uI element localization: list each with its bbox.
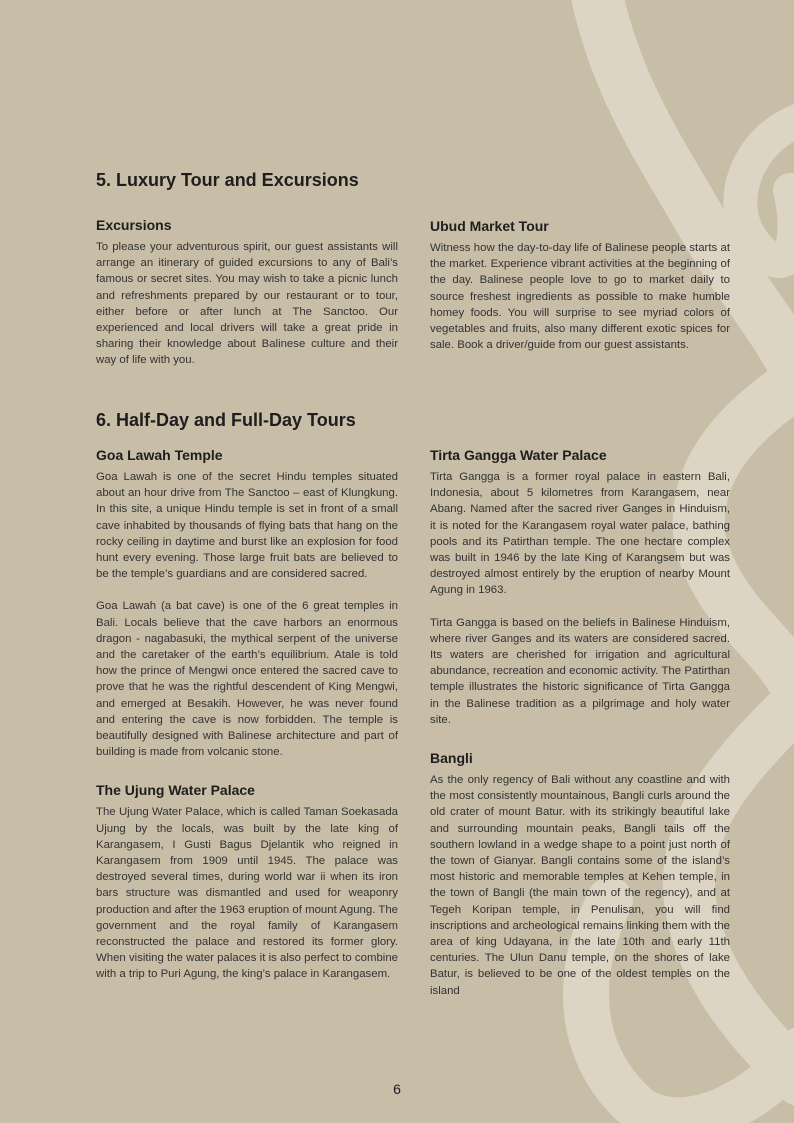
ubud-market-body: Witness how the day-to-day life of Balinese people starts at the market. Experience vibrant activities at the beginning of the day. Balinese people love to go to market daily to source freshest ingredients as possible to make humble homey foods. You will surprise to see myriad colors of vegetables and fruits, also many different exotic spices for sale. Book a driver/guide from our guest assistants. xyxy=(430,242,730,352)
excursions-block xyxy=(96,217,398,369)
ujung-body: The Ujung Water Palace, which is called Taman Soekasada Ujung by the locals, was built by the late king of Karangasem, I Gusti Bagus Djelantik who reigned in Karangasem from 1909 until 1945. The palace was destroyed several times, during world war ii when its iron bars structure was dismantled and used for weaponry production and after the 1963 eruption of mount Agung. The government and the royal family of Karangasem reconstructed the palace and restored its former glory. When visiting the water palaces it is also perfect to combine with a trip to Puri Agung, the king’s palace in Karangasem. xyxy=(96,806,398,981)
tirta-gangga-paragraph-2: Tirta Gangga is based on the beliefs in Balinese Hinduism, where river Ganges and its waters are considered sacred. Its waters are cherished for irrigation and agricultural abundance, recreation and economic activity. The Patirthan temple illustrates the historic significance of Tirta Gangga in the Balinese tradition as a pilgrimage and holy water site. xyxy=(430,616,730,726)
bangli-body: As the only regency of Bali without any coastline and with the most consistently mountainous, Bangli curls around the old crater of mount Batur. with its strikingly beautiful lake and surrounding mountain peaks, Bangli tails off the southern lowland in a wedge shape to a point just north of the town of Gianyar. Bangli contains some of the island’s most historic and memorable temples at Kehen temple, in the town of Bangli (the main town of the regency), and at Tegeh Koripan temple, in Penulisan, you will find inscriptions and archeological remains linking them with the area of king Udayana, in the late 10th and early 11th centuries. The Ulun Danu temple, on the shores of lake Batur, is believed to be one of the oldest temples on the island xyxy=(430,774,730,997)
excursions-body: To please your adventurous spirit, our guest assistants will arrange an itinerary of guided excursions to any of Bali’s famous or secret sites. You may wish to take a picnic lunch and refreshments prepared by our restaurant or to tour, either before or after lunch at The Sanctoo. Our experienced and local drivers will take a great pride in sharing their knowledge about Balinese culture and their way of life with you. xyxy=(96,241,398,367)
section-5-title: 5. Luxury Tour and Excursions xyxy=(96,170,359,190)
watermark-stroke-loop xyxy=(740,120,794,261)
tirta-gangga-paragraph-1: Tirta Gangga is a former royal palace in eastern Bali, Indonesia, about 5 kilometres from Karangasem, near Abang. Named after the sacred river Ganges in Hinduism, it is noted for the Karangasem royal water palace, bathing pools and its Patirthan temple. The one hectare complex was built in 1946 by the late King of Karangsem but was destroyed almost entirely by the eruption of nearby Mount Agung in 1963. xyxy=(430,471,730,597)
goa-lawah-paragraph-2: Goa Lawah (a bat cave) is one of the 6 great temples in Bali. Locals believe that the cave harbors an enormous dragon - nagabasuki, the mythical serpent of the universe and the caretaker of the earth’s equilibrium. Atale is told how the prince of Mengwi once entered the sacred cave to prove that he was the rightful descendent of King Mengwi, and emerged at Besakih. However, he was never found and entering the cave is now forbidden. The temple is beautifully designed with Balinese architecture and part of building is made from volcanic stone. xyxy=(96,600,398,759)
goa-lawah-heading: Goa Lawah Temple xyxy=(96,447,223,463)
ujung-heading: The Ujung Water Palace xyxy=(96,782,255,799)
ubud-market-block xyxy=(430,218,730,353)
goa-lawah-paragraph-1: Goa Lawah is one of the secret Hindu temples situated about an hour drive from The Sanctoo – east of Klungkung. In this site, a unique Hindu temple is set in front of a small cave inhabited by thousands of flying bats that hang on the rocky ceiling in daytime and burst like an explosion for food hunt every evening. Those large fruit bats are believed to be the temple’s guardians and are considered sacred. xyxy=(96,471,398,581)
tirta-gangga-heading: Tirta Gangga Water Palace xyxy=(430,447,607,463)
excursions-heading: Excursions xyxy=(96,217,172,233)
ubud-market-heading: Ubud Market Tour xyxy=(430,218,549,234)
right-column xyxy=(430,447,730,999)
bangli-heading: Bangli xyxy=(430,750,473,767)
page-number: 6 xyxy=(393,1081,401,1097)
section-6-title: 6. Half-Day and Full-Day Tours xyxy=(96,410,356,430)
left-column xyxy=(96,447,398,983)
